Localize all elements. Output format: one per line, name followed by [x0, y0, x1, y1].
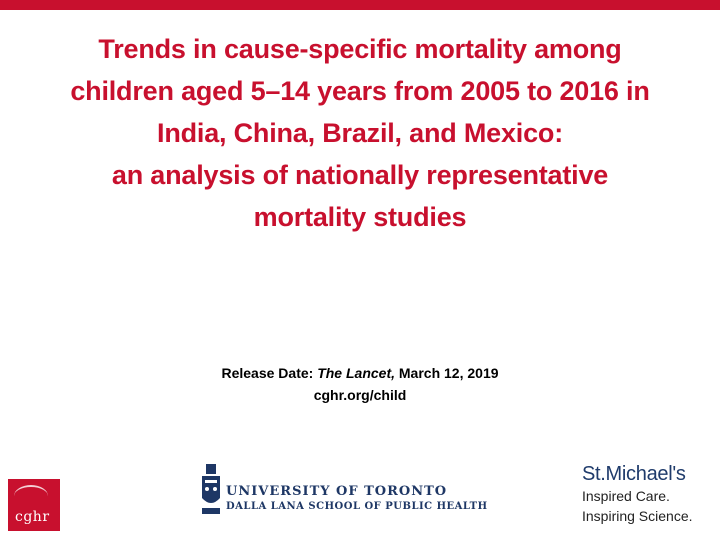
title-line-5: mortality studies [253, 202, 467, 232]
title-line-3: India, China, Brazil, and Mexico: [157, 118, 563, 148]
st-michaels-logo [582, 462, 693, 526]
cghr-logo-text: cghr [15, 509, 50, 525]
slide-title [10, 28, 710, 238]
cghr-swoosh-icon [14, 485, 48, 507]
uoft-crest-icon [200, 464, 222, 520]
cghr-logo [8, 479, 60, 531]
website-url: cghr.org/child [313, 387, 407, 403]
title-line-2: children aged 5–14 years from 2005 to 2016 in [70, 76, 650, 106]
st-michaels-name: St.Michael's [582, 463, 686, 485]
title-line-4: an analysis of nationally representative [111, 160, 609, 190]
title-line-1: Trends in cause-specific mortality among [98, 34, 622, 64]
journal-name: The Lancet, [317, 365, 395, 381]
release-date [0, 365, 720, 381]
release-date-value: March 12, 2019 [395, 365, 499, 381]
uoft-logo-text [226, 483, 488, 514]
uoft-line-2: DALLA LANA SCHOOL OF PUBLIC HEALTH [226, 501, 488, 512]
st-michaels-tagline-1: Inspired Care. [582, 488, 670, 504]
release-label: Release Date: [221, 365, 318, 381]
top-accent-bar [0, 0, 720, 10]
uoft-line-1: UNIVERSITY OF TORONTO [226, 484, 448, 499]
st-michaels-tagline-2: Inspiring Science. [582, 508, 693, 524]
